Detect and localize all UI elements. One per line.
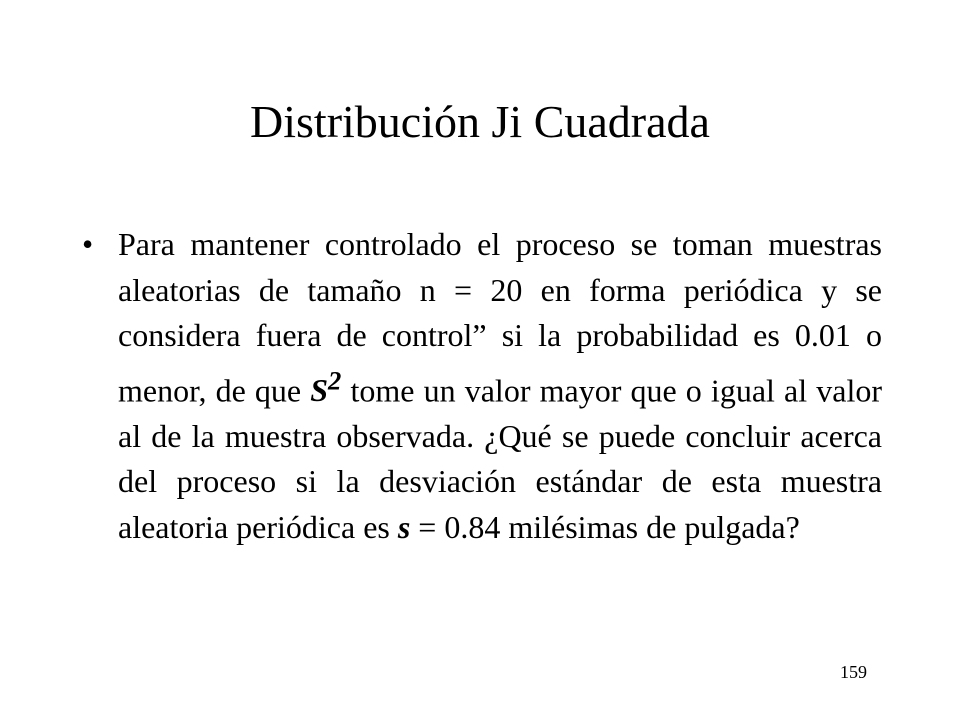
bullet-marker: • — [82, 226, 94, 262]
variable-s-upper-letter: S — [310, 372, 329, 409]
bullet-paragraph — [118, 222, 882, 550]
variable-s-upper-exponent: 2 — [328, 365, 342, 396]
bullet-text-part3: = 0.84 milésimas de pulgada? — [410, 508, 800, 545]
variable-s-lower: s — [397, 508, 411, 545]
variable-s-upper — [310, 365, 342, 409]
bullet-item — [82, 222, 882, 550]
bullet-text-part2: tome un valor mayor que o igual al valor al de la muestra observada. ¿Qué se puede concluir acerca del proceso si la desviación estándar de esta muestra aleatoria periódica es — [118, 372, 883, 545]
slide-title: Distribución Ji Cuadrada — [250, 96, 710, 147]
bullet-text-part1: Para mantener controlado el proceso se toman muestras aleatorias de tamaño n = 20 en forma periódica y se considera fuera de control” si la probabilidad es 0.01 o menor, de que — [118, 226, 882, 409]
page-number: 159 — [840, 662, 867, 682]
